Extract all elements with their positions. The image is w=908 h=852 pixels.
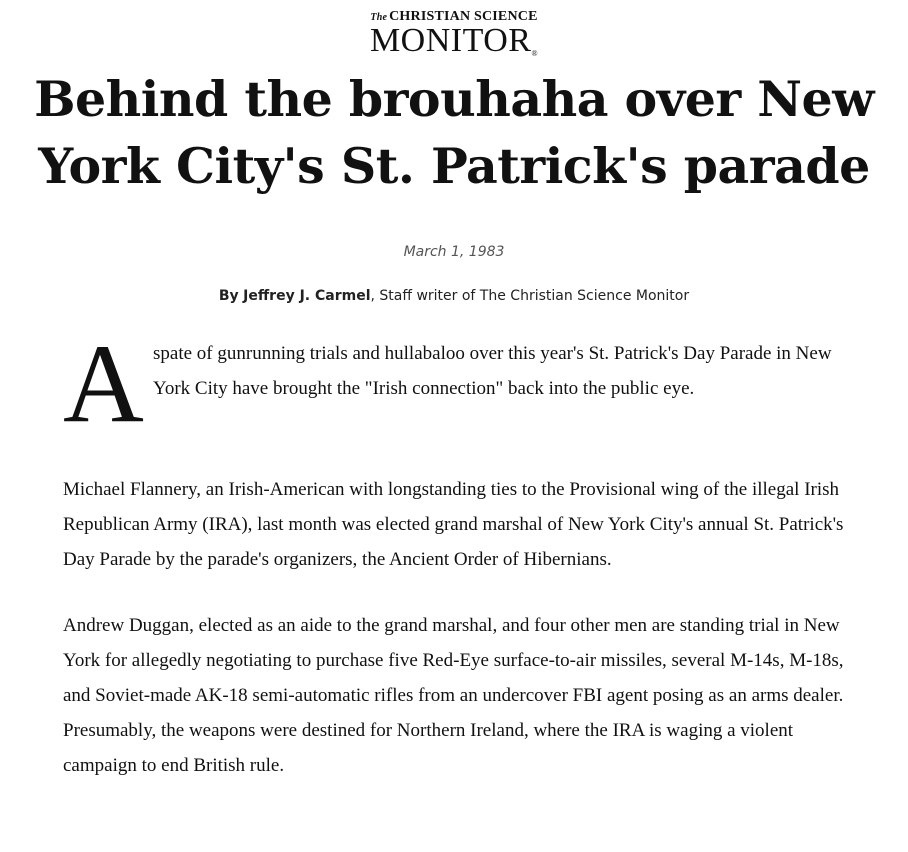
masthead-the: The xyxy=(370,12,388,23)
article-paragraph-2: Michael Flannery, an Irish-American with longstanding ties to the Provisional wing of the illegal Irish Republican Army (IRA), last month was elected grand marshal of New York City's annual St. Patrick's Day Parade by the parade's organizers, the Ancient Order of Hibernians. xyxy=(63,479,844,570)
article-paragraph-1 xyxy=(63,322,853,446)
article-body xyxy=(63,322,853,814)
masthead-bottom-text: MONITOR xyxy=(369,22,532,59)
registered-mark: ® xyxy=(531,49,539,58)
article-headline: Behind the brouhaha over New York City's St. Patrick's parade xyxy=(34,70,874,195)
article-paragraph-3: Andrew Duggan, elected as an aide to the grand marshal, and four other men are standing trial in New York for allegedly negotiating to purchase five Red-Eye surface-to-air missiles, several M-14s, M-18s, and Soviet-made AK-18 semi-automatic rifles from an undercover FBI agent posing as an arms dealer. Presumably, the weapons were destined for Northern Ireland, where the IRA is waging a violent campaign to end British rule. xyxy=(63,615,844,776)
article-byline xyxy=(0,288,908,304)
byline-author[interactable]: Jeffrey J. Carmel xyxy=(243,288,371,304)
masthead-bottom-line xyxy=(0,24,908,58)
byline-role: Staff writer of The Christian Science Monitor xyxy=(379,288,690,304)
byline-prefix: By xyxy=(218,288,239,304)
masthead-logo[interactable] xyxy=(0,8,908,58)
masthead-top-text: CHRISTIAN SCIENCE xyxy=(389,9,538,24)
article-date: March 1, 1983 xyxy=(403,244,505,260)
drop-cap: A xyxy=(63,322,144,446)
byline-separator: , xyxy=(370,288,375,304)
paragraph-1-text: spate of gunrunning trials and hullabaloo over this year's St. Patrick's Day Parade in New York City have brought the "Irish connection" back into the public eye. xyxy=(153,343,832,399)
